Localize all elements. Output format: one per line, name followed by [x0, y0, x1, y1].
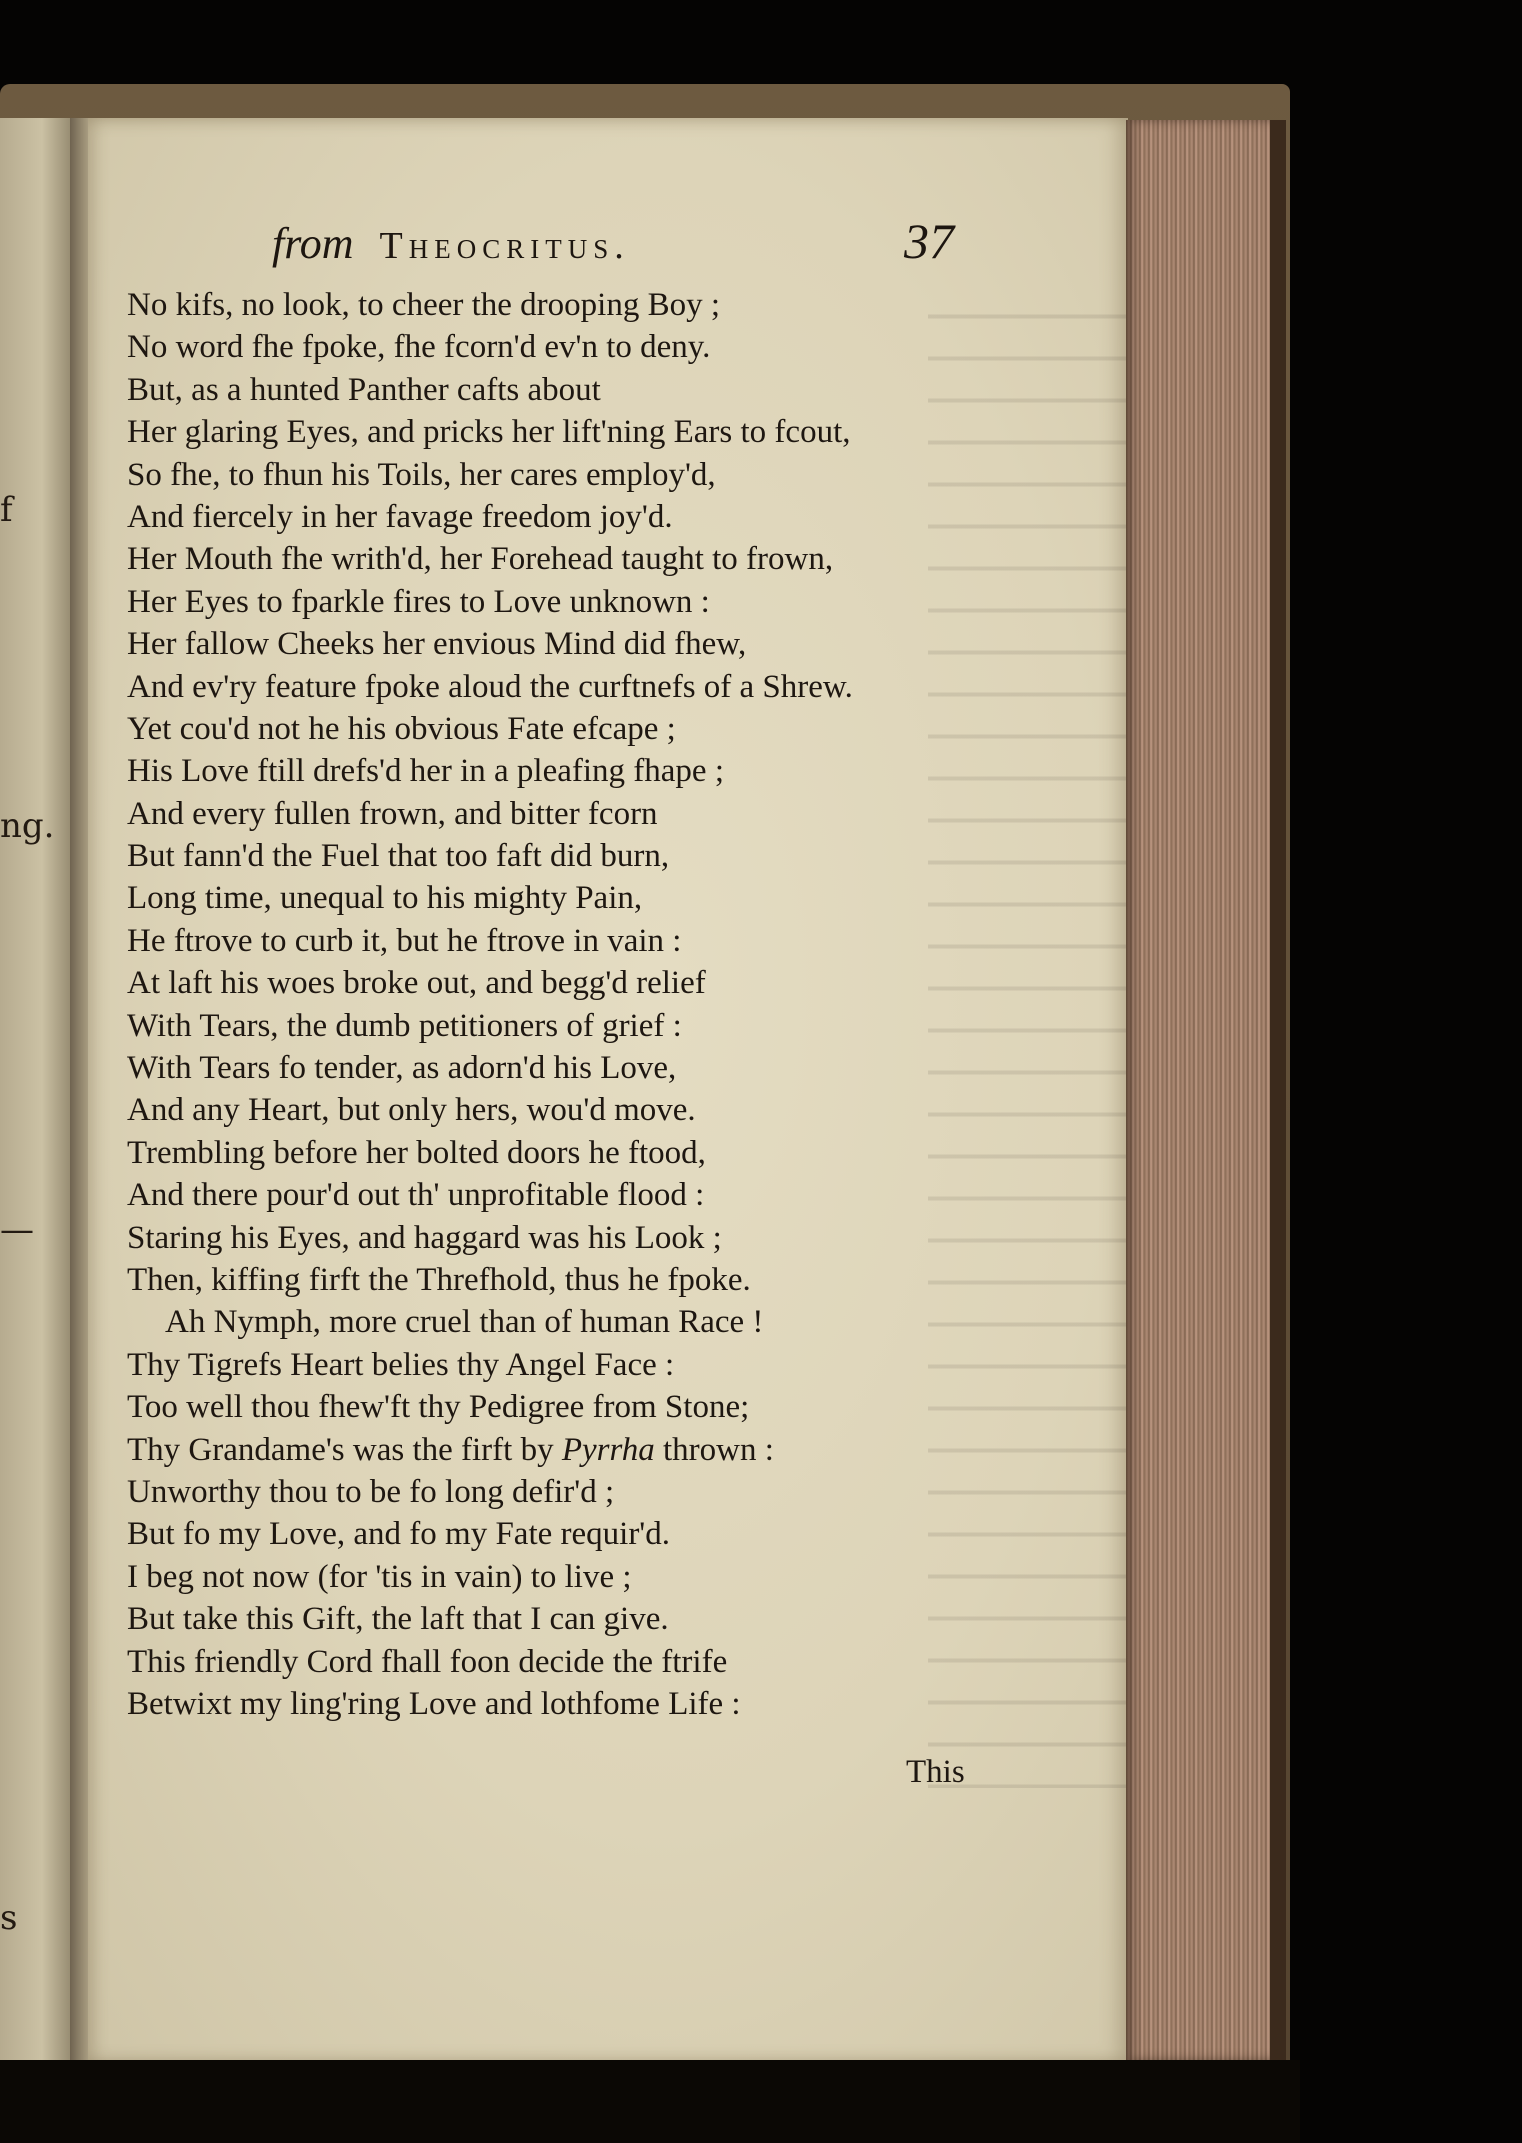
poem-line: Her fallow Cheeks her envious Mind did fhew,: [127, 626, 747, 663]
poem-line: Trembling before her bolted doors he ftood,: [127, 1134, 706, 1171]
bottom-shadow: [0, 2060, 1300, 2143]
poem-line: And ev'ry feature fpoke aloud the curftnefs of a Shrew.: [127, 668, 853, 705]
poem-line: With Tears, the dumb petitioners of grief :: [127, 1007, 682, 1044]
poem-line: No kifs, no look, to cheer the drooping Boy ;: [127, 287, 721, 323]
poem-line: Ah Nymph, more cruel than of human Race !: [165, 1304, 764, 1341]
running-head-title: Theocritus.: [379, 225, 630, 267]
running-head-prefix: from: [272, 219, 354, 268]
page-number: 37: [904, 213, 954, 269]
left-page-fragment: —: [0, 1210, 34, 1250]
poem-line: Yet cou'd not he his obvious Fate efcape ;: [127, 710, 676, 747]
poem-line: At laft his woes broke out, and begg'd relief: [127, 965, 706, 1002]
poem-line: But fann'd the Fuel that too faft did burn,: [127, 838, 670, 875]
poem-line: Long time, unequal to his mighty Pain,: [127, 880, 643, 917]
italic-name: Pyrrha: [561, 1431, 655, 1468]
poem-line: His Love ftill drefs'd her in a pleafing fhape ;: [127, 753, 724, 790]
poem-line: I beg not now (for 'tis in vain) to live ;: [127, 1558, 632, 1595]
poem-line: Staring his Eyes, and haggard was his Look ;: [127, 1219, 722, 1256]
poem-text: [127, 284, 1007, 1725]
left-page-fragment: s: [0, 1898, 18, 1938]
poem-line: Her glaring Eyes, and pricks her lift'ning Ears to fcout,: [127, 414, 851, 451]
poem-line: No word fhe fpoke, fhe fcorn'd ev'n to deny.: [127, 329, 711, 366]
poem-line: And fiercely in her favage freedom joy'd.: [127, 498, 673, 535]
catchword: This: [906, 1754, 965, 1790]
poem-line: Thy Tigrefs Heart belies thy Angel Face :: [127, 1346, 675, 1383]
poem-line: This friendly Cord fhall foon decide the ftrife: [127, 1643, 728, 1680]
poem-line: Betwixt my ling'ring Love and lothfome Life :: [127, 1685, 741, 1722]
poem-line: Her Mouth fhe writh'd, her Forehead taught to frown,: [127, 541, 834, 578]
poem-line: Then, kiffing firft the Threfhold, thus he fpoke.: [127, 1261, 751, 1298]
poem-line: And every fullen frown, and bitter fcorn: [127, 795, 658, 832]
poem-line: And any Heart, but only hers, wou'd move.: [127, 1092, 696, 1129]
poem-line: Thy Grandame's was the firft by Pyrrha thrown :: [127, 1431, 774, 1468]
left-page-edge: [0, 118, 76, 2143]
poem-line: But fo my Love, and fo my Fate requir'd.: [127, 1516, 671, 1553]
poem-line: But, as a hunted Panther cafts about: [127, 371, 601, 408]
running-head: [272, 218, 630, 269]
poem-line: With Tears fo tender, as adorn'd his Love,: [127, 1050, 677, 1087]
poem-line: Her Eyes to fparkle fires to Love unknown :: [127, 583, 710, 620]
page-edges: [1126, 120, 1276, 2060]
poem-line: Unworthy thou to be fo long defir'd ;: [127, 1473, 615, 1510]
left-page-fragment: f: [0, 490, 13, 530]
poem-line: So fhe, to fhun his Toils, her cares employ'd,: [127, 456, 716, 493]
poem-line: And there pour'd out th' unprofitable flood :: [127, 1177, 705, 1214]
page-edges-shadow: [1270, 120, 1286, 2060]
poem-line: He ftrove to curb it, but he ftrove in vain :: [127, 922, 682, 959]
left-page-fragment: ng.: [0, 806, 55, 846]
poem-line: But take this Gift, the laft that I can give.: [127, 1601, 669, 1638]
poem-line: Too well thou fhew'ft thy Pedigree from Stone;: [127, 1389, 750, 1426]
